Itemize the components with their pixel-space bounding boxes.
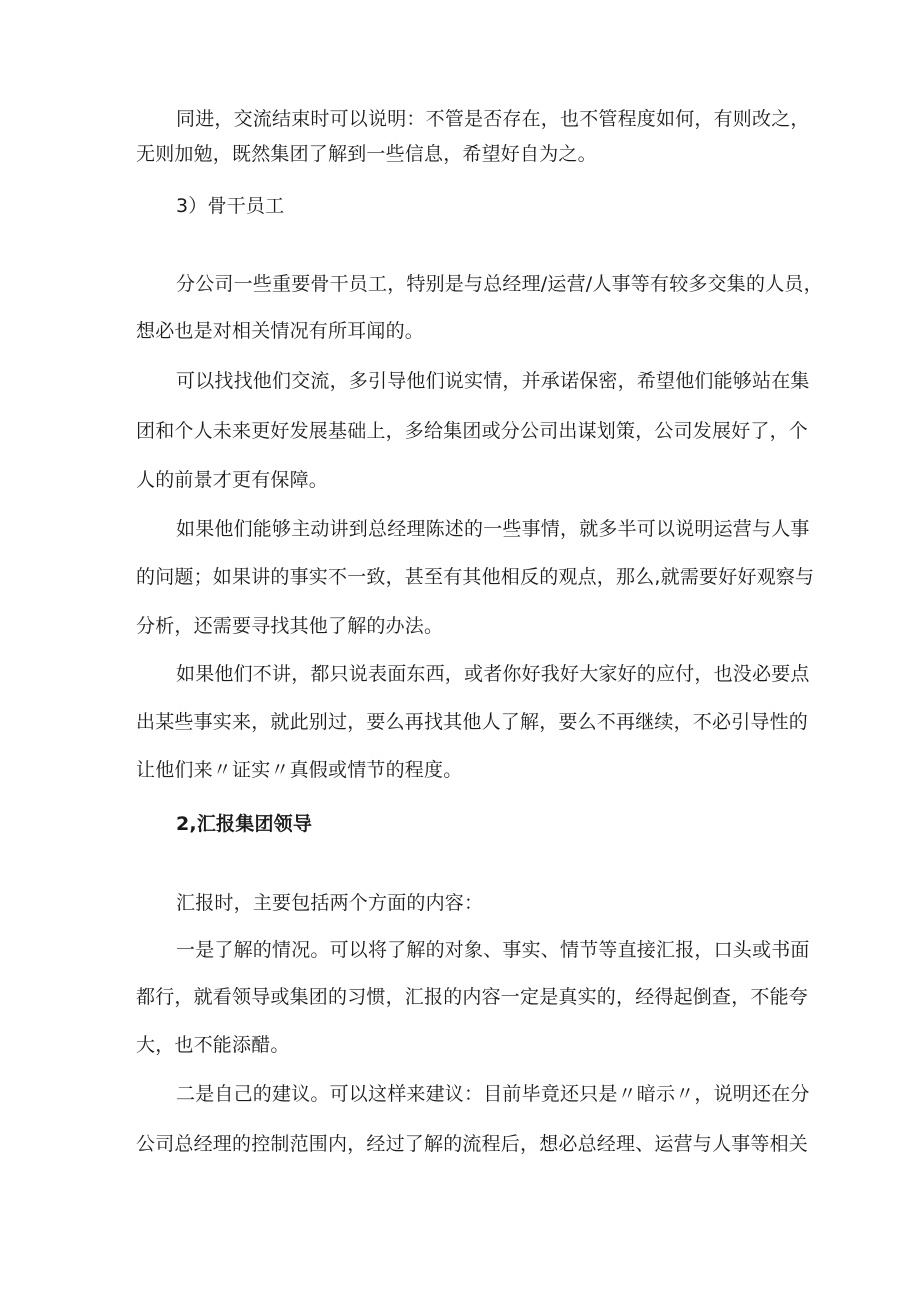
paragraph-line: 如果他们能够主动讲到总经理陈述的一些事情，就多半可以说明运营与人事 bbox=[176, 518, 810, 540]
paragraph-line: 一是了解的情况。可以将了解的对象、事实、情节等直接汇报，口头或书面 bbox=[176, 939, 810, 961]
paragraph-line: 人的前景才更有保障。 bbox=[136, 469, 329, 491]
paragraph-line: 大，也不能添醋。 bbox=[136, 1034, 290, 1056]
paragraph-line: 的问题；如果讲的事实不一致，甚至有其他相反的观点，那么,就需要好好观察与 bbox=[136, 566, 815, 588]
subheading-backbone-staff: 3）骨干员工 bbox=[176, 195, 285, 217]
paragraph-line: 让他们来〃证实〃真假或情节的程度。 bbox=[136, 759, 463, 781]
paragraph-line: 想必也是对相关情况有所耳闻的。 bbox=[136, 320, 425, 342]
paragraph-line: 公司总经理的控制范围内，经过了解的流程后，想必总经理、运营与人事等相关 bbox=[136, 1133, 809, 1155]
paragraph-line: 如果他们不讲，都只说表面东西，或者你好我好大家好的应付，也没必要点 bbox=[176, 663, 810, 685]
paragraph-line: 分析，还需要寻找其他了解的办法。 bbox=[136, 615, 444, 637]
section-heading-report: 2,汇报集团领导 bbox=[176, 813, 313, 835]
paragraph-line: 分公司一些重要骨干员工，特别是与总经理/运营/人事等有较多交集的人员， bbox=[176, 273, 823, 295]
paragraph-line: 团和个人未来更好发展基础上，多给集团或分公司出谋划策，公司发展好了，个 bbox=[136, 420, 809, 442]
paragraph-line: 可以找找他们交流，多引导他们说实情，并承诺保密，希望他们能够站在集 bbox=[176, 370, 810, 392]
paragraph-line: 无则加勉，既然集团了解到一些信息，希望好自为之。 bbox=[136, 143, 597, 165]
paragraph-line: 二是自己的建议。可以这样来建议：目前毕竟还只是〃暗示〃，说明还在分 bbox=[176, 1083, 810, 1105]
paragraph-line: 汇报时，主要包括两个方面的内容： bbox=[176, 892, 484, 914]
paragraph-line: 出某些事实来，就此别过，要么再找其他人了解，要么不再继续，不必引导性的 bbox=[136, 711, 809, 733]
paragraph-line: 同进，交流结束时可以说明：不管是否存在，也不管程度如何，有则改之， bbox=[176, 108, 810, 130]
paragraph-line: 都行，就看领导或集团的习惯，汇报的内容一定是真实的，经得起倒查，不能夸 bbox=[136, 986, 809, 1008]
